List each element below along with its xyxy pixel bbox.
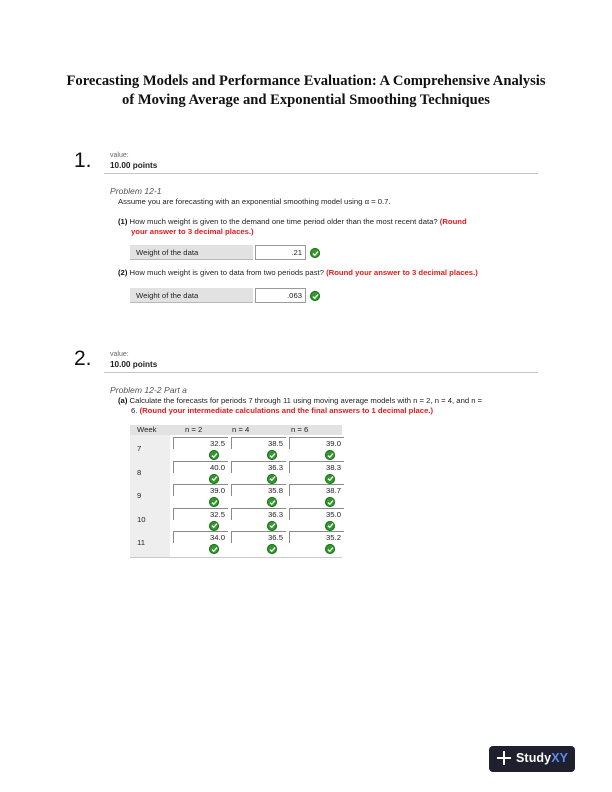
- forecast-input[interactable]: 36.3: [231, 508, 286, 520]
- problem-12-1-title: Problem 12-1: [110, 186, 162, 196]
- correct-check-icon: [325, 474, 335, 484]
- forecast-input[interactable]: 39.0: [173, 484, 228, 496]
- question-2-divider: [104, 372, 538, 373]
- forecast-input[interactable]: 36.5: [231, 531, 286, 543]
- brand-name: StudyXY: [516, 751, 569, 765]
- document-title: [60, 72, 552, 110]
- question-1-number: 1.: [74, 149, 92, 172]
- part-1-answer-input[interactable]: .21: [255, 245, 306, 260]
- correct-check-icon: [310, 291, 320, 301]
- forecast-input[interactable]: 36.3: [231, 461, 286, 473]
- problem-12-1-intro: Assume you are forecasting with an exponential smoothing model using α = 0.7.: [118, 197, 391, 206]
- week-label: 11: [137, 538, 145, 547]
- part-2-number: (2): [118, 268, 128, 277]
- correct-check-icon: [267, 474, 277, 484]
- forecast-input[interactable]: 39.0: [289, 437, 344, 449]
- part-a-text: Calculate the forecasts for periods 7 through 11 using moving average models with n = 2, n = 4, and n =: [129, 396, 483, 405]
- forecast-input[interactable]: 34.0: [173, 531, 228, 543]
- correct-check-icon: [209, 497, 219, 507]
- forecast-input[interactable]: 35.8: [231, 484, 286, 496]
- part-2-round-note: (Round your answer to 3 decimal places.): [326, 268, 478, 277]
- forecast-input[interactable]: 38.7: [289, 484, 344, 496]
- correct-check-icon: [267, 544, 277, 554]
- plus-icon: [496, 750, 512, 766]
- correct-check-icon: [209, 474, 219, 484]
- correct-check-icon: [325, 521, 335, 531]
- correct-check-icon: [267, 450, 277, 460]
- correct-check-icon: [325, 544, 335, 554]
- question-1-value-label: value:: [110, 152, 129, 159]
- question-1-points: 10.00 points: [110, 161, 158, 170]
- question-1-divider: [104, 173, 538, 174]
- correct-check-icon: [325, 450, 335, 460]
- correct-check-icon: [267, 497, 277, 507]
- week-column: [130, 435, 170, 557]
- document-title-line-2: of Moving Average and Exponential Smoothing Techniques: [122, 92, 490, 108]
- question-1-part-1-prompt: [118, 217, 467, 226]
- document-title-line-1: Forecasting Models and Performance Evaluation: A Comprehensive Analysis: [66, 73, 546, 89]
- part-2-answer-label: Weight of the data: [130, 288, 253, 303]
- question-2-points: 10.00 points: [110, 360, 158, 369]
- studyxy-logo: [489, 746, 575, 772]
- question-2-number: 2.: [74, 347, 92, 370]
- forecast-input[interactable]: 35.0: [289, 508, 344, 520]
- correct-check-icon: [325, 497, 335, 507]
- part-a-number: (a): [118, 396, 128, 405]
- part-a-text-end: 6.: [131, 406, 138, 415]
- forecast-table-header: [130, 425, 342, 435]
- week-label: 9: [137, 491, 142, 500]
- part-1-round-note-start: (Round: [439, 217, 467, 226]
- problem-12-2-title: Problem 12-2 Part a: [110, 385, 187, 395]
- correct-check-icon: [310, 248, 320, 258]
- forecast-input[interactable]: 38.5: [231, 437, 286, 449]
- forecast-input[interactable]: 38.3: [289, 461, 344, 473]
- correct-check-icon: [267, 521, 277, 531]
- question-1-part-2-prompt: [118, 268, 478, 277]
- part-1-round-note-rest: your answer to 3 decimal places.): [131, 227, 254, 236]
- header-n4: n = 4: [232, 425, 250, 434]
- forecast-input[interactable]: 32.5: [173, 437, 228, 449]
- part-a-round-note: (Round your intermediate calculations and the final answers to 1 decimal place.): [139, 406, 434, 415]
- week-label: 8: [137, 467, 142, 477]
- part-1-number: (1): [118, 217, 128, 226]
- correct-check-icon: [209, 521, 219, 531]
- header-week: Week: [137, 425, 157, 434]
- forecast-input[interactable]: 32.5: [173, 508, 228, 520]
- forecast-input[interactable]: 40.0: [173, 461, 228, 473]
- part-1-answer-label: Weight of the data: [130, 245, 253, 260]
- part-1-text: How much weight is given to the demand one time period older than the most recent data?: [129, 217, 438, 226]
- part-2-answer-input[interactable]: .063: [255, 288, 306, 303]
- week-label: 7: [137, 444, 142, 453]
- correct-check-icon: [209, 450, 219, 460]
- part-2-text: How much weight is given to data from two periods past?: [129, 268, 324, 277]
- correct-check-icon: [209, 544, 219, 554]
- week-label: 10: [137, 514, 146, 524]
- problem-12-2-prompt-line-2: [131, 406, 433, 415]
- question-2-value-label: value:: [110, 351, 129, 358]
- forecast-table-bottom-rule: [130, 557, 342, 558]
- header-n2: n = 2: [185, 425, 203, 434]
- header-n6: n = 6: [291, 425, 309, 434]
- forecast-input[interactable]: 35.2: [289, 531, 344, 543]
- problem-12-2-prompt-line-1: [118, 396, 482, 405]
